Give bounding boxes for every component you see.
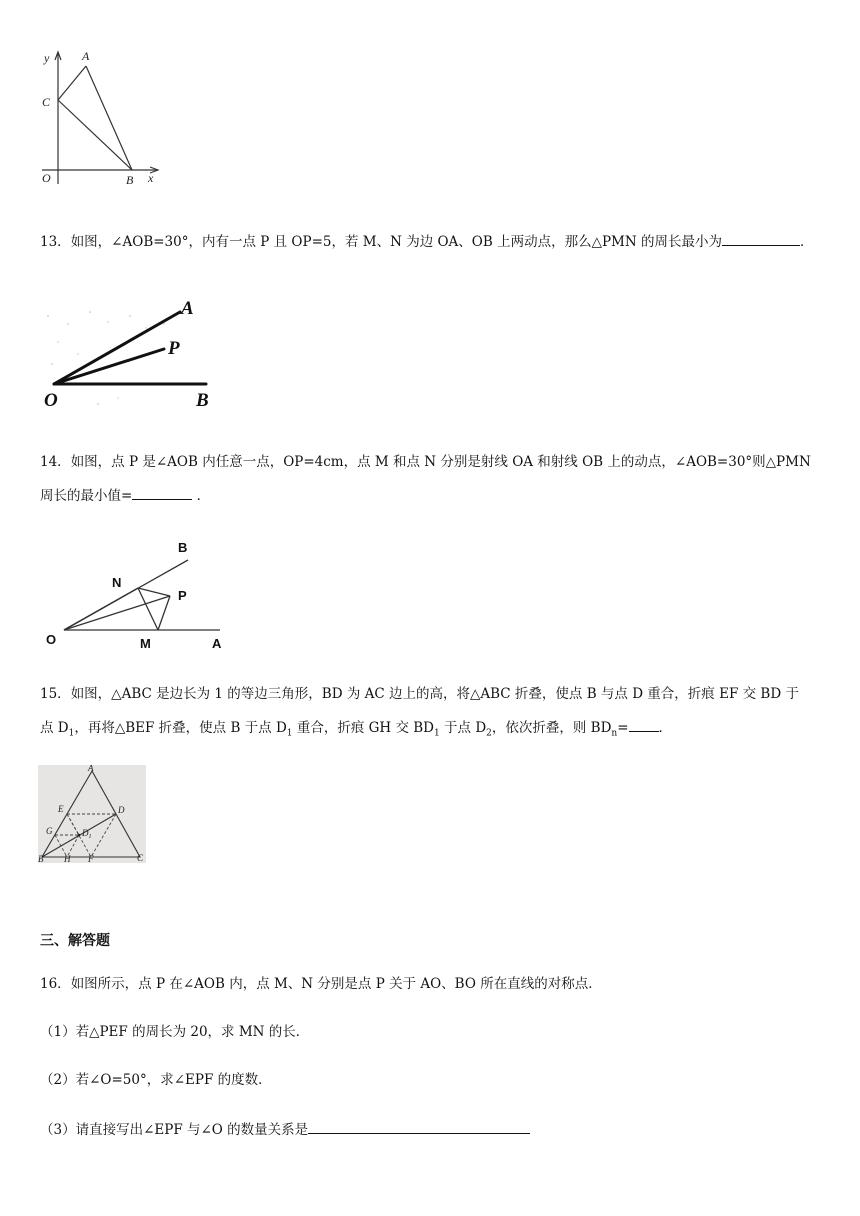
q14-end: ． [196, 488, 211, 504]
q15-line1: 如图，△ABC 是边长为 1 的等边三角形，BD 为 AC 边上的高，将△ABC 折叠，使点 B 与点 D 重合，折痕 EF 交 BD 于 [70, 686, 799, 702]
label-e: E [58, 804, 64, 814]
label-a: A [82, 49, 90, 63]
figure-q14 [40, 534, 230, 654]
q15-number: 15． [40, 686, 71, 702]
label-b: B [196, 390, 209, 411]
q15-text-c: 重合，折痕 GH 交 BD [292, 720, 434, 736]
label-c: C [137, 853, 144, 863]
q14-number: 14． [40, 454, 71, 470]
label-o: O [46, 632, 57, 647]
label-d: D [118, 805, 125, 815]
q13-text: 如图，∠AOB=30°，内有一点 P 且 OP=5，若 M、N 为边 OA、OB 上两动点，那么△PMN 的周长最小为 [70, 234, 722, 250]
q15-sub-1c: 1 [434, 728, 440, 739]
label-a: A [181, 298, 194, 319]
label-p: P [178, 588, 187, 603]
figure-q12 [36, 46, 166, 190]
q15-text-b: ，再将△BEF 折叠，使点 B 于点 D [74, 720, 287, 736]
q16-text: 如图所示，点 P 在∠AOB 内，点 M、N 分别是点 P 关于 AO、BO 所在直线的对称点． [70, 976, 602, 992]
q16-part-2: （2）若∠O=50°，求∠EPF 的度数． [40, 1072, 272, 1088]
label-a: A [88, 765, 94, 773]
q14-line2: 周长的最小值= [40, 488, 133, 504]
label-c: C [42, 95, 51, 109]
q16-part-3: （3）请直接写出∠EPF 与∠O 的数量关系是 [40, 1122, 309, 1138]
label-b: B [126, 173, 134, 187]
q16-part-1: （1）若△PEF 的周长为 20，求 MN 的长． [40, 1024, 310, 1040]
question-16 [40, 974, 602, 994]
label-o: O [42, 171, 51, 185]
q14-answer-blank[interactable] [132, 499, 192, 500]
label-n: N [112, 575, 122, 590]
q15-text-f: = [617, 720, 629, 736]
q15-sub-1b: 1 [286, 728, 293, 739]
label-m: M [140, 636, 151, 651]
question-13 [40, 232, 813, 252]
q16-part-3-line [40, 1120, 530, 1140]
section-title: 三、解答题 [40, 933, 110, 949]
q14-line1: 如图，点 P 是∠AOB 内任意一点，OP=4cm，点 M 和点 N 分别是射线 OA 和射线 OB 上的动点，∠AOB=30°则△PMN [70, 454, 811, 470]
question-15-line1 [40, 684, 799, 704]
q15-text-e: ，依次折叠，则 BD [491, 720, 612, 736]
q15-answer-blank[interactable] [629, 731, 659, 732]
q15-sub-n: n [611, 728, 618, 739]
label-a: A [212, 636, 222, 651]
q15-end: ． [658, 720, 673, 736]
label-x: x [148, 171, 154, 185]
label-f: F [88, 854, 94, 863]
label-h: H [64, 854, 71, 863]
label-y: y [44, 51, 50, 65]
label-b: B [178, 540, 188, 555]
q13-end: ． [799, 234, 814, 250]
q15-sub-1: 1 [68, 728, 75, 739]
label-d1: $D_1$ [82, 828, 92, 840]
label-p: P [168, 338, 180, 359]
question-14-line2 [40, 486, 210, 506]
label-o: O [44, 390, 58, 411]
question-15-line2 [40, 718, 672, 744]
label-g: G [46, 826, 53, 836]
label-b: B [38, 854, 44, 863]
figure-q13 [38, 294, 218, 412]
q13-number: 13． [40, 234, 71, 250]
q13-answer-blank[interactable] [722, 245, 800, 246]
q16-number: 16． [40, 976, 71, 992]
question-14-line1 [40, 452, 811, 472]
q15-sub-2: 2 [486, 728, 492, 739]
q15-text-d: 于点 D [439, 720, 487, 736]
q16-answer-blank[interactable] [308, 1133, 530, 1134]
figure-q15 [38, 765, 146, 863]
q15-text-a: 点 D [40, 720, 69, 736]
